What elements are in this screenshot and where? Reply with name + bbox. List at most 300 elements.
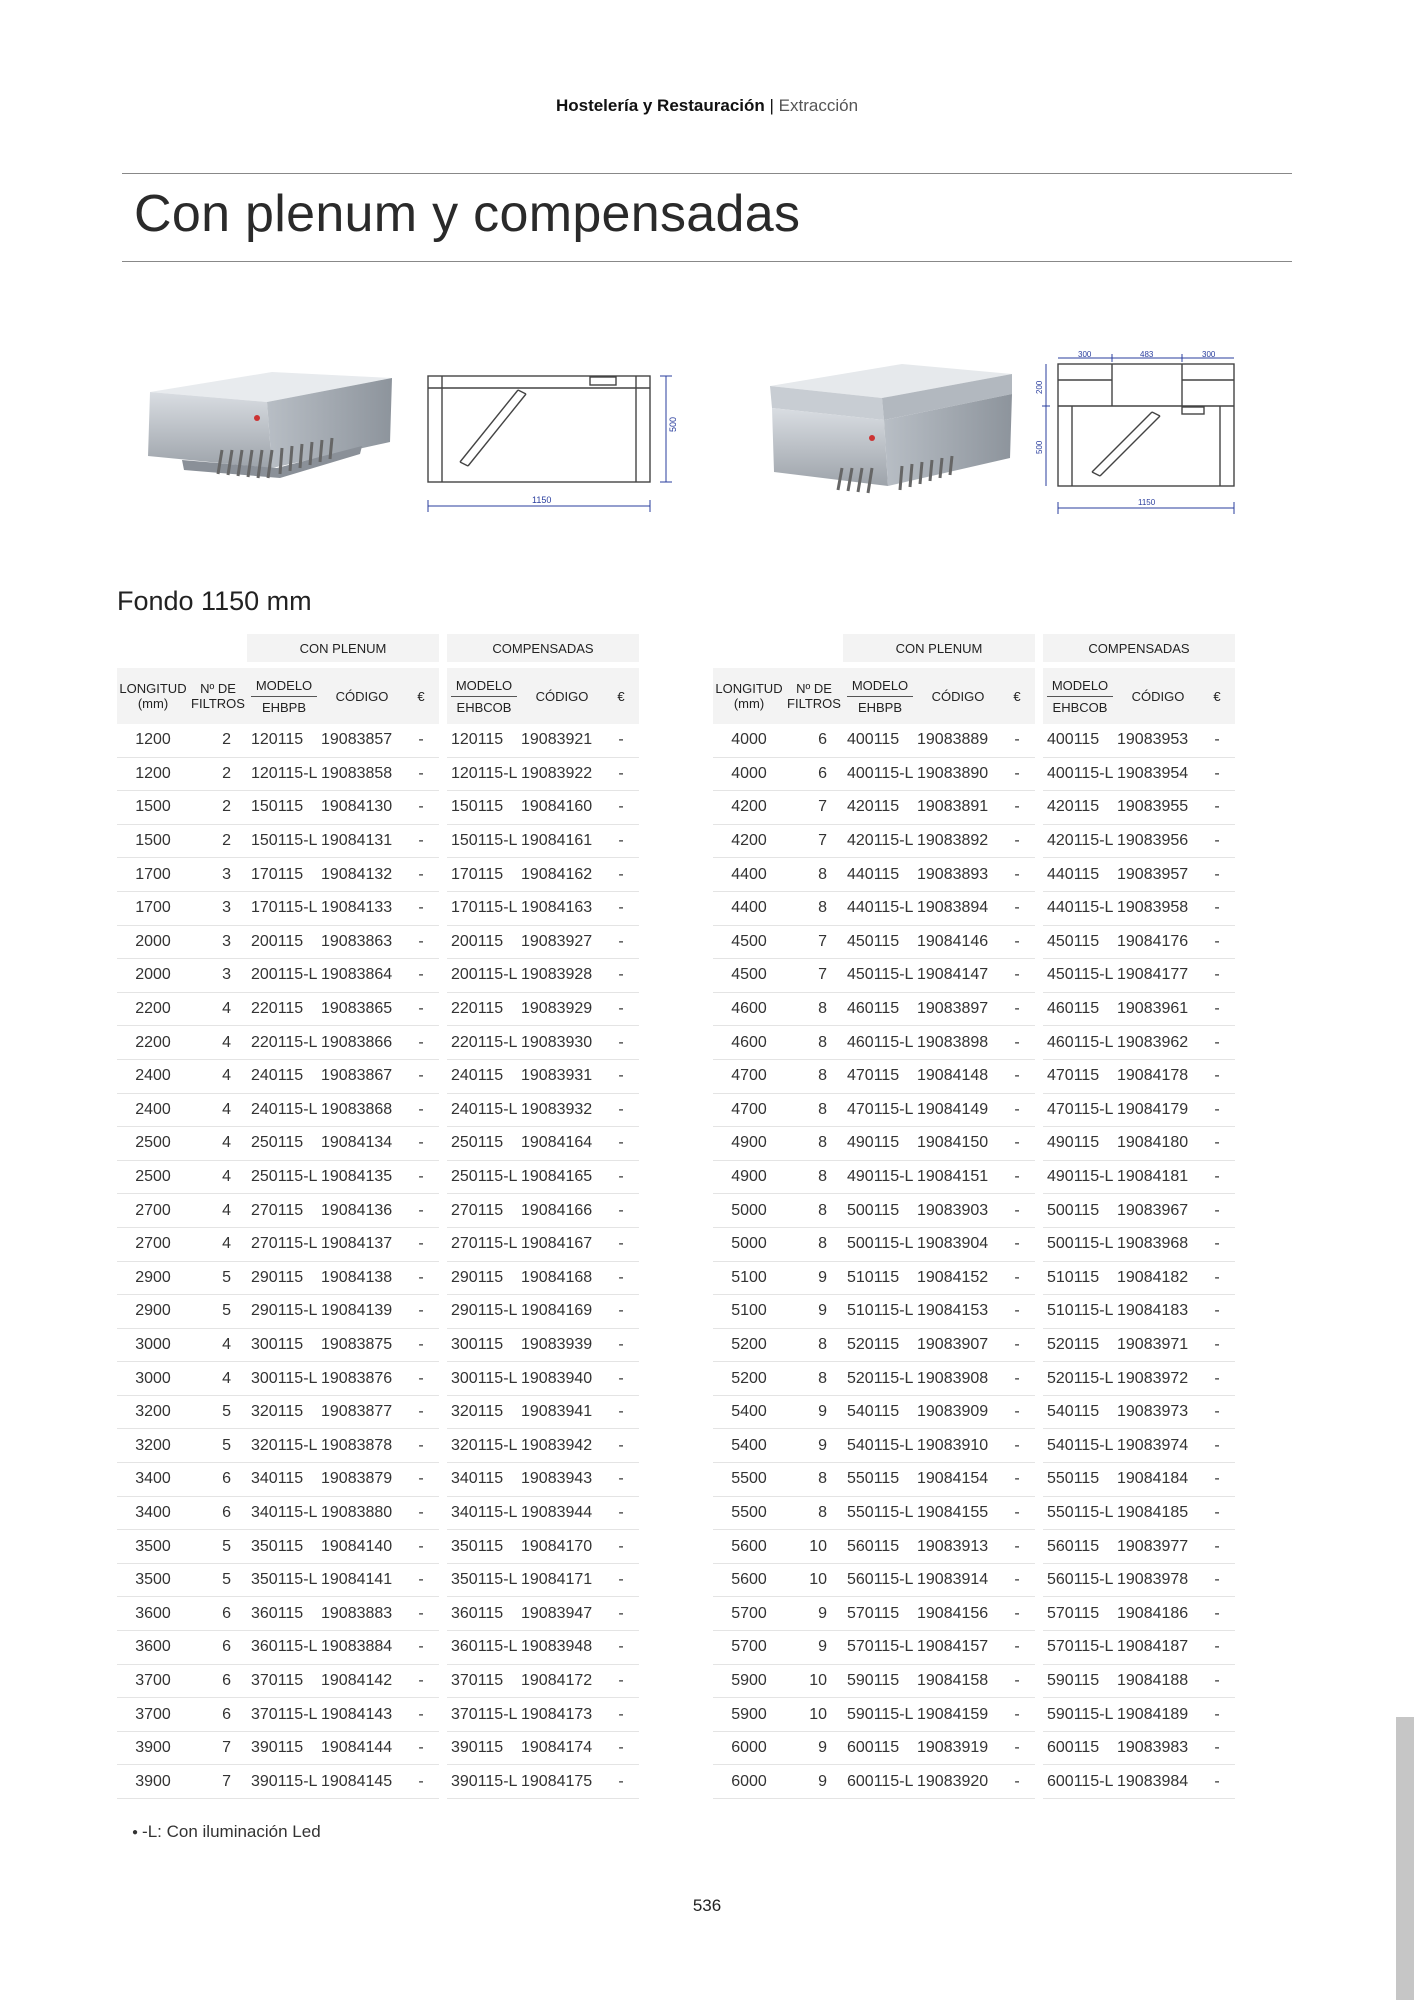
cell-price-comp: - [603,1497,639,1531]
cell-price-comp: - [1199,1026,1235,1060]
cell-modelo-comp: 390115-L [447,1765,521,1799]
cell-modelo-plenum: 120115-L [247,758,321,792]
cell-filtros: 5 [189,1429,247,1463]
cell-codigo-comp: 19084162 [521,858,603,892]
cell-codigo-comp: 19083943 [521,1463,603,1497]
footnote-text: -L: Con iluminación Led [142,1822,321,1841]
cell-codigo-comp: 19084173 [521,1698,603,1732]
section-subtitle: Fondo 1150 mm [117,586,312,616]
drawing1-height-label: 500 [668,416,678,432]
table-row [117,1194,639,1228]
cell-modelo-comp: 560115-L [1043,1564,1117,1598]
cell-price-comp: - [603,1530,639,1564]
cell-price-plenum: - [403,993,439,1027]
col-codigo-plenum: CÓDIGO [321,668,403,724]
cell-codigo-comp: 19083974 [1117,1429,1199,1463]
cell-codigo-plenum: 19083903 [917,1194,999,1228]
cell-codigo-plenum: 19083889 [917,724,999,758]
cell-longitud: 5700 [713,1597,785,1631]
cell-price-comp: - [1199,825,1235,859]
cell-modelo-comp: 550115-L [1043,1497,1117,1531]
cell-price-comp: - [1199,1362,1235,1396]
cell-price-comp: - [603,1564,639,1598]
cell-codigo-comp: 19083922 [521,758,603,792]
cell-modelo-comp: 520115-L [1043,1362,1117,1396]
cell-price-plenum: - [403,1295,439,1329]
table-row [713,1329,1235,1363]
cell-filtros: 6 [785,758,843,792]
cell-modelo-plenum: 470115-L [843,1094,917,1128]
cell-codigo-plenum: 19084151 [917,1161,999,1195]
table-row [713,1765,1235,1799]
cell-modelo-plenum: 360115 [247,1597,321,1631]
table-row [713,1497,1235,1531]
cell-modelo-plenum: 560115 [843,1530,917,1564]
cell-codigo-comp: 19084165 [521,1161,603,1195]
col-codigo-comp: CÓDIGO [521,668,603,724]
cell-modelo-plenum: 450115-L [843,959,917,993]
cell-codigo-comp: 19083921 [521,724,603,758]
group-header-plenum: CON PLENUM [247,634,439,662]
cell-filtros: 8 [785,1094,843,1128]
table-row [117,1262,639,1296]
cell-longitud: 4000 [713,758,785,792]
cell-price-plenum: - [403,1396,439,1430]
cell-codigo-comp: 19084187 [1117,1631,1199,1665]
table-row [713,1161,1235,1195]
cell-modelo-plenum: 420115 [843,791,917,825]
cell-modelo-plenum: 370115 [247,1665,321,1699]
cell-modelo-comp: 350115 [447,1530,521,1564]
cell-price-comp: - [603,1228,639,1262]
cell-modelo-plenum: 470115 [843,1060,917,1094]
cell-codigo-comp: 19083930 [521,1026,603,1060]
table-row [713,1295,1235,1329]
title-top-rule [122,173,1292,174]
cell-modelo-plenum: 440115-L [843,892,917,926]
cell-longitud: 1500 [117,791,189,825]
table-row [117,858,639,892]
cell-longitud: 5600 [713,1564,785,1598]
cell-codigo-plenum: 19083864 [321,959,403,993]
table-row [713,1094,1235,1128]
cell-codigo-plenum: 19083876 [321,1362,403,1396]
cell-codigo-plenum: 19084143 [321,1698,403,1732]
cell-price-plenum: - [403,1060,439,1094]
cell-codigo-plenum: 19084152 [917,1262,999,1296]
table-row [117,1161,639,1195]
cell-filtros: 6 [189,1497,247,1531]
cell-price-plenum: - [999,1698,1035,1732]
cell-price-plenum: - [403,858,439,892]
cell-modelo-plenum: 540115 [843,1396,917,1430]
cell-codigo-plenum: 19083898 [917,1026,999,1060]
cell-codigo-comp: 19083944 [521,1497,603,1531]
cell-longitud: 3700 [117,1665,189,1699]
cell-codigo-comp: 19083956 [1117,825,1199,859]
cell-modelo-comp: 600115 [1043,1732,1117,1766]
table-row [117,1127,639,1161]
cell-codigo-comp: 19083939 [521,1329,603,1363]
cell-filtros: 3 [189,892,247,926]
cell-codigo-comp: 19084184 [1117,1463,1199,1497]
cell-price-plenum: - [403,724,439,758]
cell-modelo-plenum: 460115 [843,993,917,1027]
cell-modelo-plenum: 300115-L [247,1362,321,1396]
cell-longitud: 2200 [117,1026,189,1060]
cell-longitud: 6000 [713,1765,785,1799]
cell-price-plenum: - [999,959,1035,993]
cell-filtros: 8 [785,1194,843,1228]
cell-price-plenum: - [999,1396,1035,1430]
cell-price-plenum: - [999,1060,1035,1094]
col-euro-plenum: € [403,668,439,724]
cell-codigo-plenum: 19083909 [917,1396,999,1430]
cell-codigo-comp: 19084175 [521,1765,603,1799]
cell-filtros: 7 [785,825,843,859]
table-row [117,1698,639,1732]
drawing1-width-label: 1150 [532,495,552,505]
header-category: Extracción [778,96,859,115]
cell-codigo-comp: 19083971 [1117,1329,1199,1363]
cell-filtros: 5 [189,1295,247,1329]
cell-filtros: 4 [189,1127,247,1161]
cell-price-comp: - [1199,1295,1235,1329]
cell-modelo-comp: 320115 [447,1396,521,1430]
table-row [117,1665,639,1699]
cell-price-comp: - [1199,858,1235,892]
cell-modelo-comp: 400115-L [1043,758,1117,792]
price-table-left [117,634,639,1799]
cell-price-comp: - [1199,1161,1235,1195]
cell-price-plenum: - [999,1597,1035,1631]
cell-modelo-comp: 390115 [447,1732,521,1766]
cell-codigo-plenum: 19084142 [321,1665,403,1699]
cell-filtros: 8 [785,1026,843,1060]
cell-modelo-plenum: 360115-L [247,1631,321,1665]
cell-codigo-comp: 19084176 [1117,926,1199,960]
cell-modelo-comp: 320115-L [447,1429,521,1463]
cell-modelo-comp: 540115 [1043,1396,1117,1430]
cell-codigo-comp: 19084167 [521,1228,603,1262]
table-row [713,1665,1235,1699]
table-row [117,1732,639,1766]
cell-codigo-plenum: 19083883 [321,1597,403,1631]
cell-price-comp: - [1199,1631,1235,1665]
cell-price-comp: - [1199,1765,1235,1799]
cell-price-comp: - [1199,1597,1235,1631]
cell-codigo-plenum: 19083865 [321,993,403,1027]
cell-modelo-comp: 510115 [1043,1262,1117,1296]
cell-filtros: 4 [189,1060,247,1094]
cell-longitud: 5700 [713,1631,785,1665]
cell-modelo-comp: 250115 [447,1127,521,1161]
group-header-plenum: CON PLENUM [843,634,1035,662]
cell-filtros: 10 [785,1665,843,1699]
cell-modelo-plenum: 240115 [247,1060,321,1094]
cell-codigo-plenum: 19083863 [321,926,403,960]
cell-codigo-plenum: 19084150 [917,1127,999,1161]
table-row [117,724,639,758]
header-separator: | [769,96,774,115]
col-euro-comp: € [1199,668,1235,724]
table-row [713,1530,1235,1564]
cell-modelo-plenum: 510115-L [843,1295,917,1329]
page-number: 536 [692,1896,722,1915]
cell-codigo-comp: 19083931 [521,1060,603,1094]
cell-codigo-plenum: 19084138 [321,1262,403,1296]
cell-price-plenum: - [403,1665,439,1699]
table-row [713,1362,1235,1396]
cell-longitud: 3600 [117,1597,189,1631]
table-row [713,1060,1235,1094]
cell-modelo-comp: 420115-L [1043,825,1117,859]
cell-longitud: 3400 [117,1497,189,1531]
cell-price-plenum: - [403,1698,439,1732]
cell-price-comp: - [603,825,639,859]
cell-modelo-comp: 520115 [1043,1329,1117,1363]
cell-codigo-comp: 19084163 [521,892,603,926]
cell-codigo-plenum: 19084145 [321,1765,403,1799]
cell-filtros: 9 [785,1396,843,1430]
cell-price-plenum: - [403,959,439,993]
cell-codigo-plenum: 19083884 [321,1631,403,1665]
cell-price-plenum: - [403,1497,439,1531]
cell-codigo-comp: 19084181 [1117,1161,1199,1195]
cell-codigo-comp: 19084189 [1117,1698,1199,1732]
cell-longitud: 1700 [117,892,189,926]
cell-modelo-plenum: 220115 [247,993,321,1027]
cell-price-plenum: - [403,1127,439,1161]
cell-price-plenum: - [999,892,1035,926]
cell-price-comp: - [1199,1228,1235,1262]
cell-modelo-plenum: 600115 [843,1732,917,1766]
cell-longitud: 2700 [117,1228,189,1262]
cell-price-plenum: - [999,1631,1035,1665]
col-euro-comp: € [603,668,639,724]
cell-codigo-comp: 19083942 [521,1429,603,1463]
col-filtros: Nº DE FILTROS [785,668,843,724]
cell-filtros: 4 [189,1161,247,1195]
cell-codigo-plenum: 19084158 [917,1665,999,1699]
cell-modelo-comp: 340115 [447,1463,521,1497]
table-row [713,1732,1235,1766]
table-row [117,1530,639,1564]
cell-modelo-plenum: 390115-L [247,1765,321,1799]
cell-modelo-comp: 200115 [447,926,521,960]
cell-modelo-comp: 560115 [1043,1530,1117,1564]
cell-codigo-comp: 19084182 [1117,1262,1199,1296]
cell-filtros: 3 [189,959,247,993]
table-row [117,892,639,926]
cell-price-comp: - [1199,1463,1235,1497]
cell-filtros: 8 [785,892,843,926]
cell-filtros: 7 [785,959,843,993]
cell-codigo-plenum: 19084132 [321,858,403,892]
cell-codigo-comp: 19084179 [1117,1094,1199,1128]
cell-price-comp: - [1199,1665,1235,1699]
cell-price-plenum: - [999,1362,1035,1396]
cell-modelo-comp: 460115-L [1043,1026,1117,1060]
cell-price-plenum: - [403,1228,439,1262]
cell-codigo-plenum: 19083878 [321,1429,403,1463]
table-row [713,825,1235,859]
cell-price-comp: - [603,1396,639,1430]
cell-modelo-comp: 600115-L [1043,1765,1117,1799]
cell-longitud: 1200 [117,758,189,792]
cell-longitud: 4900 [713,1127,785,1161]
group-header-compensadas: COMPENSADAS [1043,634,1235,662]
cell-filtros: 8 [785,993,843,1027]
cell-filtros: 2 [189,791,247,825]
cell-codigo-comp: 19084170 [521,1530,603,1564]
cell-filtros: 2 [189,724,247,758]
drawing2-top-label-1: 300 [1078,350,1092,359]
cell-price-comp: - [603,1194,639,1228]
cell-modelo-plenum: 600115-L [843,1765,917,1799]
cell-codigo-plenum: 19083890 [917,758,999,792]
cell-longitud: 2400 [117,1094,189,1128]
cell-modelo-plenum: 270115 [247,1194,321,1228]
cell-modelo-comp: 120115-L [447,758,521,792]
cell-modelo-comp: 570115 [1043,1597,1117,1631]
cell-price-comp: - [603,1698,639,1732]
hood-compensada-drawing [1022,350,1292,520]
cell-codigo-plenum: 19084134 [321,1127,403,1161]
cell-price-comp: - [603,959,639,993]
table-row [713,1026,1235,1060]
cell-codigo-comp: 19084168 [521,1262,603,1296]
cell-modelo-plenum: 440115 [843,858,917,892]
cell-price-comp: - [1199,892,1235,926]
cell-filtros: 8 [785,858,843,892]
cell-filtros: 4 [189,1329,247,1363]
cell-filtros: 10 [785,1698,843,1732]
cell-price-comp: - [1199,1698,1235,1732]
cell-longitud: 3400 [117,1463,189,1497]
cell-longitud: 5600 [713,1530,785,1564]
cell-codigo-comp: 19083927 [521,926,603,960]
cell-codigo-plenum: 19084141 [321,1564,403,1598]
cell-longitud: 2000 [117,959,189,993]
cell-price-plenum: - [403,1194,439,1228]
cell-modelo-plenum: 370115-L [247,1698,321,1732]
table-row [713,1228,1235,1262]
cell-longitud: 3000 [117,1362,189,1396]
cell-codigo-plenum: 19083877 [321,1396,403,1430]
cell-longitud: 4700 [713,1094,785,1128]
cell-modelo-plenum: 320115-L [247,1429,321,1463]
cell-longitud: 2700 [117,1194,189,1228]
cell-codigo-comp: 19084160 [521,791,603,825]
cell-modelo-plenum: 340115-L [247,1497,321,1531]
cell-filtros: 3 [189,858,247,892]
cell-price-plenum: - [403,1631,439,1665]
cell-price-comp: - [603,892,639,926]
cell-price-plenum: - [999,858,1035,892]
cell-price-comp: - [1199,1497,1235,1531]
cell-modelo-comp: 440115-L [1043,892,1117,926]
cell-codigo-comp: 19083984 [1117,1765,1199,1799]
cell-codigo-plenum: 19084133 [321,892,403,926]
cell-filtros: 9 [785,1732,843,1766]
cell-modelo-comp: 270115 [447,1194,521,1228]
cell-modelo-plenum: 350115 [247,1530,321,1564]
col-codigo-plenum: CÓDIGO [917,668,999,724]
cell-price-plenum: - [999,1564,1035,1598]
cell-modelo-plenum: 170115-L [247,892,321,926]
cell-codigo-plenum: 19083857 [321,724,403,758]
table-row [117,1564,639,1598]
bullet-icon: ● [132,1827,139,1839]
cell-modelo-plenum: 510115 [843,1262,917,1296]
cell-codigo-comp: 19083941 [521,1396,603,1430]
cell-codigo-comp: 19083983 [1117,1732,1199,1766]
cell-modelo-comp: 290115 [447,1262,521,1296]
cell-codigo-plenum: 19084139 [321,1295,403,1329]
table-row [117,1631,639,1665]
cell-modelo-comp: 240115-L [447,1094,521,1128]
cell-price-comp: - [1199,1530,1235,1564]
cell-filtros: 9 [785,1295,843,1329]
cell-filtros: 6 [189,1665,247,1699]
cell-codigo-plenum: 19084156 [917,1597,999,1631]
cell-modelo-comp: 360115-L [447,1631,521,1665]
cell-longitud: 5400 [713,1429,785,1463]
cell-price-plenum: - [403,1329,439,1363]
cell-filtros: 4 [189,1362,247,1396]
cell-filtros: 7 [189,1732,247,1766]
cell-longitud: 5200 [713,1329,785,1363]
cell-price-comp: - [1199,1564,1235,1598]
cell-price-plenum: - [403,892,439,926]
cell-modelo-plenum: 400115 [843,724,917,758]
cell-codigo-plenum: 19083913 [917,1530,999,1564]
cell-codigo-comp: 19083978 [1117,1564,1199,1598]
cell-price-plenum: - [999,993,1035,1027]
table-row [117,1060,639,1094]
cell-modelo-comp: 540115-L [1043,1429,1117,1463]
cell-codigo-plenum: 19083914 [917,1564,999,1598]
cell-longitud: 4700 [713,1060,785,1094]
cell-codigo-plenum: 19083891 [917,791,999,825]
cell-modelo-comp: 490115-L [1043,1161,1117,1195]
cell-modelo-plenum: 290115 [247,1262,321,1296]
cell-filtros: 6 [189,1631,247,1665]
cell-modelo-comp: 170115 [447,858,521,892]
cell-codigo-plenum: 19083892 [917,825,999,859]
cell-price-comp: - [603,1060,639,1094]
cell-modelo-plenum: 550115-L [843,1497,917,1531]
cell-codigo-plenum: 19083910 [917,1429,999,1463]
table-row [713,1262,1235,1296]
cell-price-comp: - [603,1665,639,1699]
cell-filtros: 5 [189,1564,247,1598]
cell-modelo-comp: 150115-L [447,825,521,859]
cell-price-comp: - [1199,1262,1235,1296]
cell-modelo-comp: 350115-L [447,1564,521,1598]
hood-compensada-photo [752,350,1022,520]
cell-price-plenum: - [403,1362,439,1396]
drawing2-height-label-2: 500 [1035,440,1044,454]
cell-codigo-comp: 19083929 [521,993,603,1027]
cell-filtros: 10 [785,1530,843,1564]
cell-filtros: 7 [785,926,843,960]
cell-longitud: 5000 [713,1228,785,1262]
cell-modelo-comp: 590115 [1043,1665,1117,1699]
footnote [132,1822,321,1842]
cell-codigo-plenum: 19084144 [321,1732,403,1766]
